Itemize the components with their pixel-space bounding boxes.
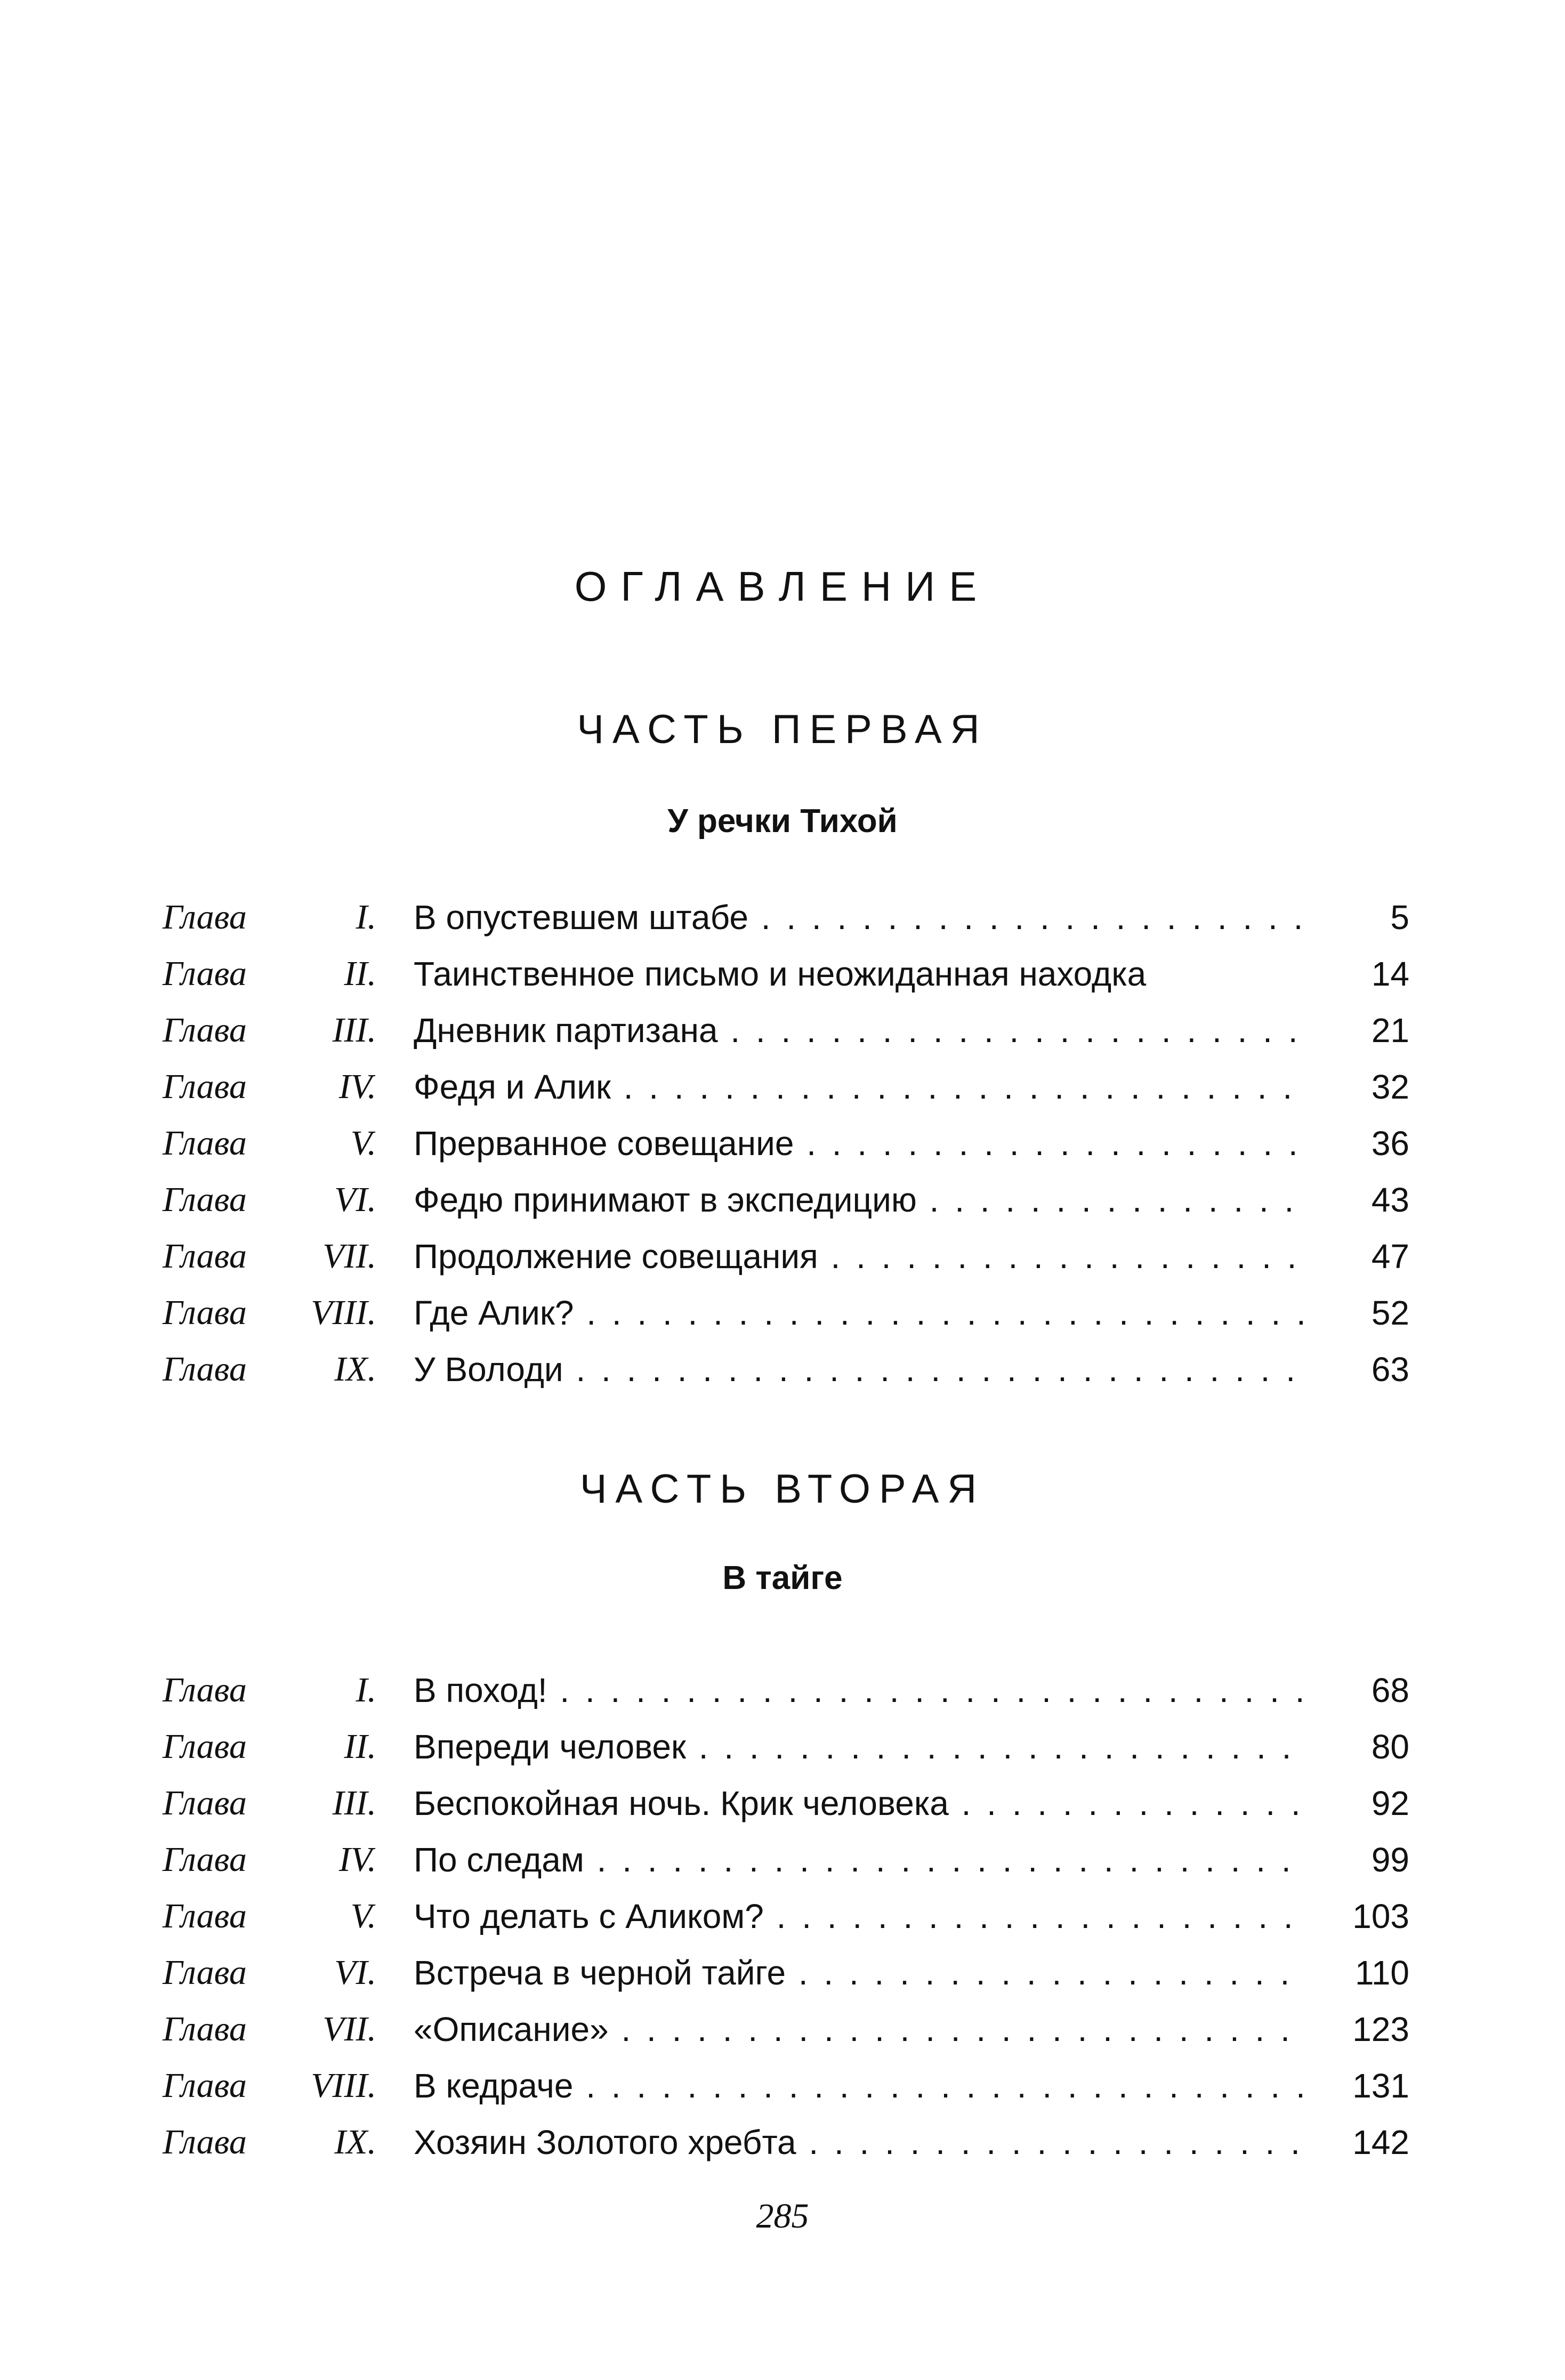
chapter-page: 5	[1380, 889, 1409, 946]
chapter-number: V.	[350, 1897, 376, 1935]
chapter-title: У Володи . .	[414, 1341, 1304, 1398]
chapter-label: Глава	[163, 1784, 247, 1822]
toc-entry	[0, 1662, 1565, 1719]
chapter-number: II.	[344, 954, 376, 993]
chapter-number: VIII.	[311, 1293, 376, 1332]
chapter-page: 32	[1361, 1059, 1409, 1115]
chapter-title: В опустевшем штабе . .	[414, 889, 1304, 946]
chapter-number: VI.	[334, 1180, 376, 1219]
chapter-page: 21	[1361, 1002, 1409, 1059]
chapter-title: Что делать с Аликом? . .	[414, 1888, 1304, 1945]
chapter-title: Хозяин Золотого хребта . .	[414, 2114, 1304, 2171]
chapter-label: Глава	[163, 2066, 247, 2105]
chapter-label: Глава	[163, 1953, 247, 1992]
toc-heading: ОГЛАВЛЕНИЕ	[574, 563, 991, 610]
chapter-number: I.	[356, 898, 376, 937]
chapter-page: 36	[1361, 1115, 1409, 1172]
chapter-label: Глава	[163, 898, 247, 937]
chapter-number: IV.	[338, 1840, 376, 1879]
chapter-number: IV.	[338, 1067, 376, 1106]
chapter-label: Глава	[163, 1671, 247, 1709]
chapter-page: 123	[1342, 2001, 1409, 2058]
chapter-number: IX.	[334, 1350, 376, 1389]
toc-entry	[0, 1228, 1565, 1285]
chapter-label: Глава	[163, 1237, 247, 1276]
chapter-page: 68	[1361, 1662, 1409, 1719]
chapter-title: «Описание» . .	[414, 2001, 1304, 2058]
chapter-number: VI.	[334, 1953, 376, 1992]
toc-entry	[0, 2114, 1565, 2171]
chapter-number: III.	[332, 1784, 376, 1822]
chapter-title: Прерванное совещание . .	[414, 1115, 1304, 1172]
chapter-title: В кедраче . .	[414, 2058, 1304, 2114]
chapter-page: 142	[1342, 2114, 1409, 2171]
chapter-page: 47	[1361, 1228, 1409, 1285]
toc-entry	[0, 1285, 1565, 1341]
chapter-title: Встреча в черной тайге . .	[414, 1945, 1304, 2001]
chapter-label: Глава	[163, 1124, 247, 1163]
chapter-label: Глава	[163, 2010, 247, 2048]
toc-entry	[0, 1775, 1565, 1832]
toc-entry	[0, 1888, 1565, 1945]
toc-entry	[0, 1945, 1565, 2001]
chapter-number: II.	[344, 1727, 376, 1766]
chapter-page: 63	[1361, 1341, 1409, 1398]
part-one-subtitle: У речки Тихой	[667, 803, 898, 840]
chapter-page: 103	[1342, 1888, 1409, 1945]
chapter-page: 52	[1361, 1285, 1409, 1341]
chapter-title: Федю принимают в экспедицию . .	[414, 1172, 1304, 1228]
chapter-label: Глава	[163, 1350, 247, 1389]
chapter-label: Глава	[163, 1293, 247, 1332]
toc-entry	[0, 946, 1565, 1002]
chapter-number: IX.	[334, 2123, 376, 2161]
toc-entry	[0, 1719, 1565, 1775]
part-two-subtitle: В тайге	[722, 1560, 843, 1596]
toc-entry	[0, 2058, 1565, 2114]
part-two-chapter-list	[0, 1662, 1565, 2171]
chapter-label: Глава	[163, 1897, 247, 1935]
chapter-title: Таинственное письмо и неожиданная находка	[414, 955, 1147, 993]
chapter-number: VII.	[322, 1237, 376, 1276]
toc-entry	[0, 1002, 1565, 1059]
chapter-title: Впереди человек . .	[414, 1719, 1304, 1775]
chapter-label: Глава	[163, 1180, 247, 1219]
chapter-label: Глава	[163, 1840, 247, 1879]
chapter-page: 43	[1361, 1172, 1409, 1228]
chapter-label: Глава	[163, 1067, 247, 1106]
toc-entry	[0, 1172, 1565, 1228]
chapter-label: Глава	[163, 954, 247, 993]
chapter-number: III.	[332, 1011, 376, 1050]
toc-entry	[0, 1832, 1565, 1888]
chapter-number: VII.	[322, 2010, 376, 2048]
toc-entry	[0, 889, 1565, 946]
chapter-title: В поход! . .	[414, 1662, 1304, 1719]
chapter-number: VIII.	[311, 2066, 376, 2105]
chapter-page: 99	[1361, 1832, 1409, 1888]
chapter-number: V.	[350, 1124, 376, 1163]
chapter-title: Беспокойная ночь. Крик человека . .	[414, 1775, 1304, 1832]
chapter-title: Где Алик? . .	[414, 1285, 1304, 1341]
chapter-label: Глава	[163, 2123, 247, 2161]
toc-entry	[0, 1059, 1565, 1115]
part-one-chapter-list	[0, 889, 1565, 1398]
chapter-page: 92	[1361, 1775, 1409, 1832]
chapter-title: По следам . .	[414, 1832, 1304, 1888]
chapter-title: Дневник партизана . .	[414, 1002, 1304, 1059]
chapter-title: Продолжение совещания . .	[414, 1228, 1304, 1285]
part-one-title: ЧАСТЬ ПЕРВАЯ	[577, 707, 988, 752]
chapter-page: 110	[1344, 1945, 1409, 2001]
toc-entry	[0, 1341, 1565, 1398]
part-two-title: ЧАСТЬ ВТОРАЯ	[579, 1466, 986, 1512]
chapter-label: Глава	[163, 1011, 247, 1050]
toc-entry	[0, 1115, 1565, 1172]
page-number: 285	[756, 2197, 809, 2236]
chapter-page: 14	[1361, 946, 1409, 1002]
chapter-page: 131	[1342, 2058, 1409, 2114]
chapter-label: Глава	[163, 1727, 247, 1766]
chapter-page: 80	[1361, 1719, 1409, 1775]
chapter-title: Федя и Алик . .	[414, 1059, 1304, 1115]
chapter-number: I.	[356, 1671, 376, 1709]
toc-entry	[0, 2001, 1565, 2058]
